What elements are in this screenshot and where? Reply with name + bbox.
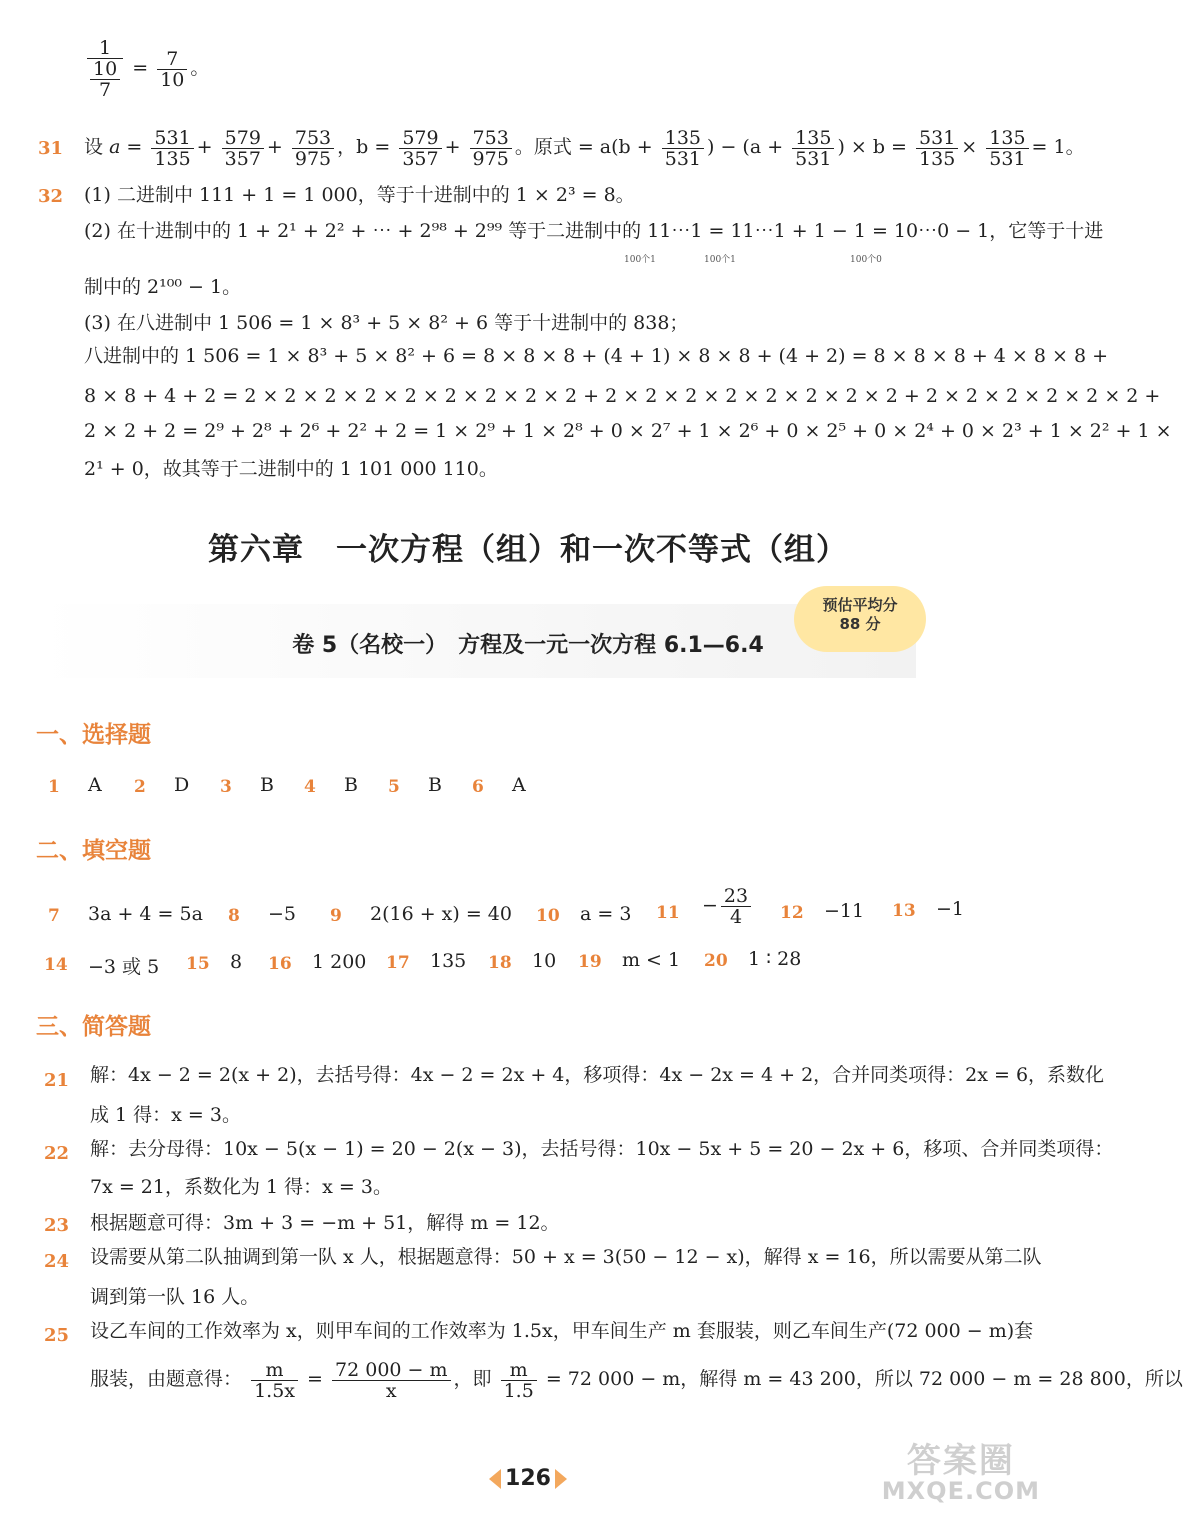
minus-sign: −	[702, 894, 718, 917]
den: 357	[402, 147, 439, 170]
fill-answer: 10	[532, 950, 557, 972]
q32-line-4: (3) 在八进制中 1 506 = 1 × 8³ + 5 × 8² + 6 等于十进制中的 838；	[84, 312, 689, 334]
choice-answer: D	[174, 774, 190, 796]
num: 531	[151, 128, 193, 149]
fill-number: 9	[330, 906, 342, 926]
text: ，b =	[337, 136, 391, 158]
fill-number: 19	[578, 952, 602, 972]
score-badge	[794, 586, 926, 652]
den: 975	[472, 147, 509, 170]
q32-line-5: 八进制中的 1 506 = 1 × 8³ + 5 × 8² + 6 = 8 × 8 × 8 + (4 + 1) × 8 × 8 + (4 + 2) = 8 × 8 × 8 + 4 × 8 × 8 +	[84, 345, 1109, 367]
watermark-line-2: MXQE.COM	[881, 1477, 1040, 1505]
fraction-denominator	[87, 59, 123, 100]
q25-line-2	[90, 1354, 1183, 1404]
fill-answer: 1 200	[312, 951, 367, 973]
result-fraction	[157, 49, 187, 90]
num: 753	[470, 128, 512, 149]
den: 1.5x	[254, 1379, 295, 1402]
question-number-23: 23	[44, 1215, 70, 1236]
fill-number: 11	[656, 903, 680, 923]
section-heading-fill: 二、填空题	[36, 838, 151, 864]
text: 服装，由题意得：	[90, 1368, 243, 1390]
fill-number: 14	[44, 955, 68, 975]
q32-line-1: (1) 二进制中 111 + 1 = 1 000，等于十进制中的 1 × 2³ = 8。	[84, 184, 635, 206]
question-31-text: 设 a = $\frac{531}{135}$ + $\frac{579}{357}$ + $\frac{753}{975}$ ，b = $\frac{579}{357}$ + $\frac{753}{975}$ 。原式 = a(b + $\frac{135}{531}$ ) − (a + $\frac{135}{531}$ ) × b = $\frac{531}{135}$ × $\frac{135}{531}$ = 1。	[84, 126, 1085, 170]
num: m	[251, 1360, 298, 1381]
fill-number: 7	[48, 906, 60, 926]
equals-sign: =	[307, 1368, 323, 1390]
chapter-title: 第六章 一次方程（组）和一次不等式（组）	[208, 532, 848, 568]
fill-answer: −11	[824, 900, 865, 922]
text: ) × b =	[837, 136, 907, 158]
num: 753	[292, 128, 334, 149]
section-heading-choice: 一、选择题	[36, 722, 151, 748]
text: ) − (a +	[707, 136, 784, 158]
fill-number: 16	[268, 954, 292, 974]
den: x	[385, 1379, 397, 1402]
q22-line-1: 解：去分母得：10x − 5(x − 1) = 20 − 2(x − 3)，去括号得：10x − 5x + 5 = 20 − 2x + 6，移项、合并同类项得：	[90, 1138, 1114, 1160]
fill-answer: 2(16 + x) = 40	[370, 903, 512, 925]
choice-answer: A	[88, 774, 102, 796]
q32-line-3: 制中的 2¹⁰⁰ − 1。	[84, 276, 242, 298]
q32-line-7: 2 × 2 + 2 = 2⁹ + 2⁸ + 2⁶ + 2² + 2 = 1 × 2⁹ + 1 × 2⁸ + 0 × 2⁷ + 1 × 2⁶ + 0 × 2⁵ + 0 × 2⁴ + 0 × 2³ + 1 × 2² + 1 ×	[84, 420, 1172, 442]
num: 135	[792, 128, 834, 149]
q32-line-8: 2¹ + 0，故其等于二进制中的 1 101 000 110。	[84, 458, 498, 480]
den: 4	[729, 906, 743, 928]
den: 1.5	[503, 1379, 534, 1402]
fill-number: 18	[488, 953, 512, 973]
fill-answer: a = 3	[580, 903, 632, 925]
text: = 72 000 − m，解得 m = 43 200，所以 72 000 − m = 28 800，所以	[545, 1368, 1183, 1390]
fill-number: 12	[780, 903, 804, 923]
num: 579	[222, 128, 264, 149]
arrow-right-icon	[555, 1469, 567, 1489]
text: a =	[109, 136, 143, 158]
choice-answer: A	[512, 774, 526, 796]
score-badge-label: 预估平均分	[822, 596, 898, 614]
den: 135	[919, 147, 956, 170]
text: = 1。	[1031, 136, 1085, 158]
fill-answer: 135	[430, 950, 467, 972]
fill-answer: −1	[936, 898, 965, 920]
choice-number: 5	[388, 777, 400, 797]
question-number-21: 21	[44, 1070, 70, 1091]
text: ×	[961, 136, 978, 158]
choice-answer: B	[344, 774, 358, 796]
brace-label-3: 100个0	[850, 255, 882, 265]
fraction-denominator: 10	[160, 68, 185, 91]
fill-answer: 3a + 4 = 5a	[88, 903, 203, 925]
fraction-numerator: 1	[87, 38, 123, 59]
num: m	[501, 1360, 537, 1381]
question-number-22: 22	[44, 1143, 70, 1164]
q21-line-1: 解：4x − 2 = 2(x + 2)，去括号得：4x − 2 = 2x + 4，移项得：4x − 2x = 4 + 2，合并同类项得：2x = 6，系数化	[90, 1064, 1105, 1086]
q32-line-2: (2) 在十进制中的 1 + 2¹ + 2² + ⋯ + 2⁹⁸ + 2⁹⁹ 等于二进制中的 11⋯1 = 11⋯1 + 1 − 1 = 10⋯0 − 1，它等于十进	[84, 220, 1104, 242]
period: 。	[190, 57, 210, 79]
num: 23	[721, 886, 751, 907]
den: 135	[154, 147, 191, 170]
den: 975	[294, 147, 332, 170]
page-number-value: 126	[505, 1466, 551, 1491]
den: 531	[795, 147, 832, 170]
brace-label-2: 100个1	[704, 255, 736, 265]
fill-answer-fraction	[702, 886, 754, 927]
choice-number: 2	[134, 777, 146, 797]
fill-answer: −3 或 5	[88, 956, 160, 978]
choice-number: 4	[304, 777, 316, 797]
choice-answer: B	[428, 774, 442, 796]
num: 135	[986, 128, 1028, 149]
inner-denominator: 7	[99, 79, 112, 101]
fill-number: 13	[892, 901, 916, 921]
fill-answer: −5	[268, 903, 297, 925]
q32-line-6: 8 × 8 + 4 + 2 = 2 × 2 × 2 × 2 × 2 × 2 × 2 × 2 × 2 + 2 × 2 × 2 × 2 × 2 × 2 × 2 × 2 + 2 × 2 × 2 × 2 × 2 × 2 +	[84, 385, 1161, 407]
q24-line-2: 调到第一队 16 人。	[90, 1286, 260, 1308]
question-number-32: 32	[38, 186, 64, 207]
exam-title: 卷 5（名校一） 方程及一元一次方程 6.1—6.4	[292, 633, 764, 658]
fill-answer: 8	[230, 951, 243, 973]
fill-number: 15	[186, 954, 210, 974]
q23-line-1: 根据题意可得：3m + 3 = −m + 51，解得 m = 12。	[90, 1212, 560, 1234]
num: 531	[916, 128, 958, 149]
fill-number: 10	[536, 906, 560, 926]
choice-number: 3	[220, 777, 232, 797]
num: 135	[662, 128, 704, 149]
choice-number: 1	[48, 777, 60, 797]
choice-answer: B	[260, 774, 274, 796]
den: 531	[989, 147, 1026, 170]
equals-sign: =	[132, 57, 149, 79]
arrow-left-icon	[489, 1469, 501, 1489]
section-heading-answer: 三、简答题	[36, 1014, 151, 1040]
question-number-25: 25	[44, 1325, 70, 1346]
question-number-31: 31	[38, 138, 64, 159]
fill-number: 8	[228, 906, 240, 926]
fill-number: 17	[386, 953, 410, 973]
inner-numerator: 10	[90, 59, 120, 80]
complex-fraction	[87, 38, 123, 100]
watermark-line-1: 答案圈	[906, 1441, 1015, 1481]
fraction-numerator: 7	[157, 49, 187, 70]
fill-answer: 1 ∶ 28	[748, 948, 802, 970]
choice-number: 6	[472, 777, 484, 797]
watermark	[881, 1441, 1040, 1506]
q21-line-2: 成 1 得：x = 3。	[90, 1104, 241, 1126]
question-number-24: 24	[44, 1251, 70, 1272]
den: 357	[224, 147, 261, 170]
q24-line-1: 设需要从第二队抽调到第一队 x 人，根据题意得：50 + x = 3(50 − 12 − x)，解得 x = 16，所以需要从第二队	[90, 1246, 1042, 1268]
fill-number: 20	[704, 951, 728, 971]
text: 设	[84, 136, 104, 158]
text: ，即	[453, 1368, 492, 1390]
score-badge-value: 88 分	[839, 615, 881, 633]
q25-line-1: 设乙车间的工作效率为 x，则甲车间的工作效率为 1.5x，甲车间生产 m 套服装，则乙车间生产(72 000 − m)套	[90, 1320, 1034, 1342]
den: 531	[664, 147, 701, 170]
num: 72 000 − m	[332, 1360, 451, 1381]
text: 。原式 = a(b +	[514, 136, 653, 158]
fill-answer: m < 1	[622, 949, 681, 971]
brace-label-1: 100个1	[624, 255, 656, 265]
num: 579	[399, 128, 441, 149]
top-fraction-equation	[84, 38, 209, 100]
q22-line-2: 7x = 21，系数化为 1 得：x = 3。	[90, 1176, 392, 1198]
